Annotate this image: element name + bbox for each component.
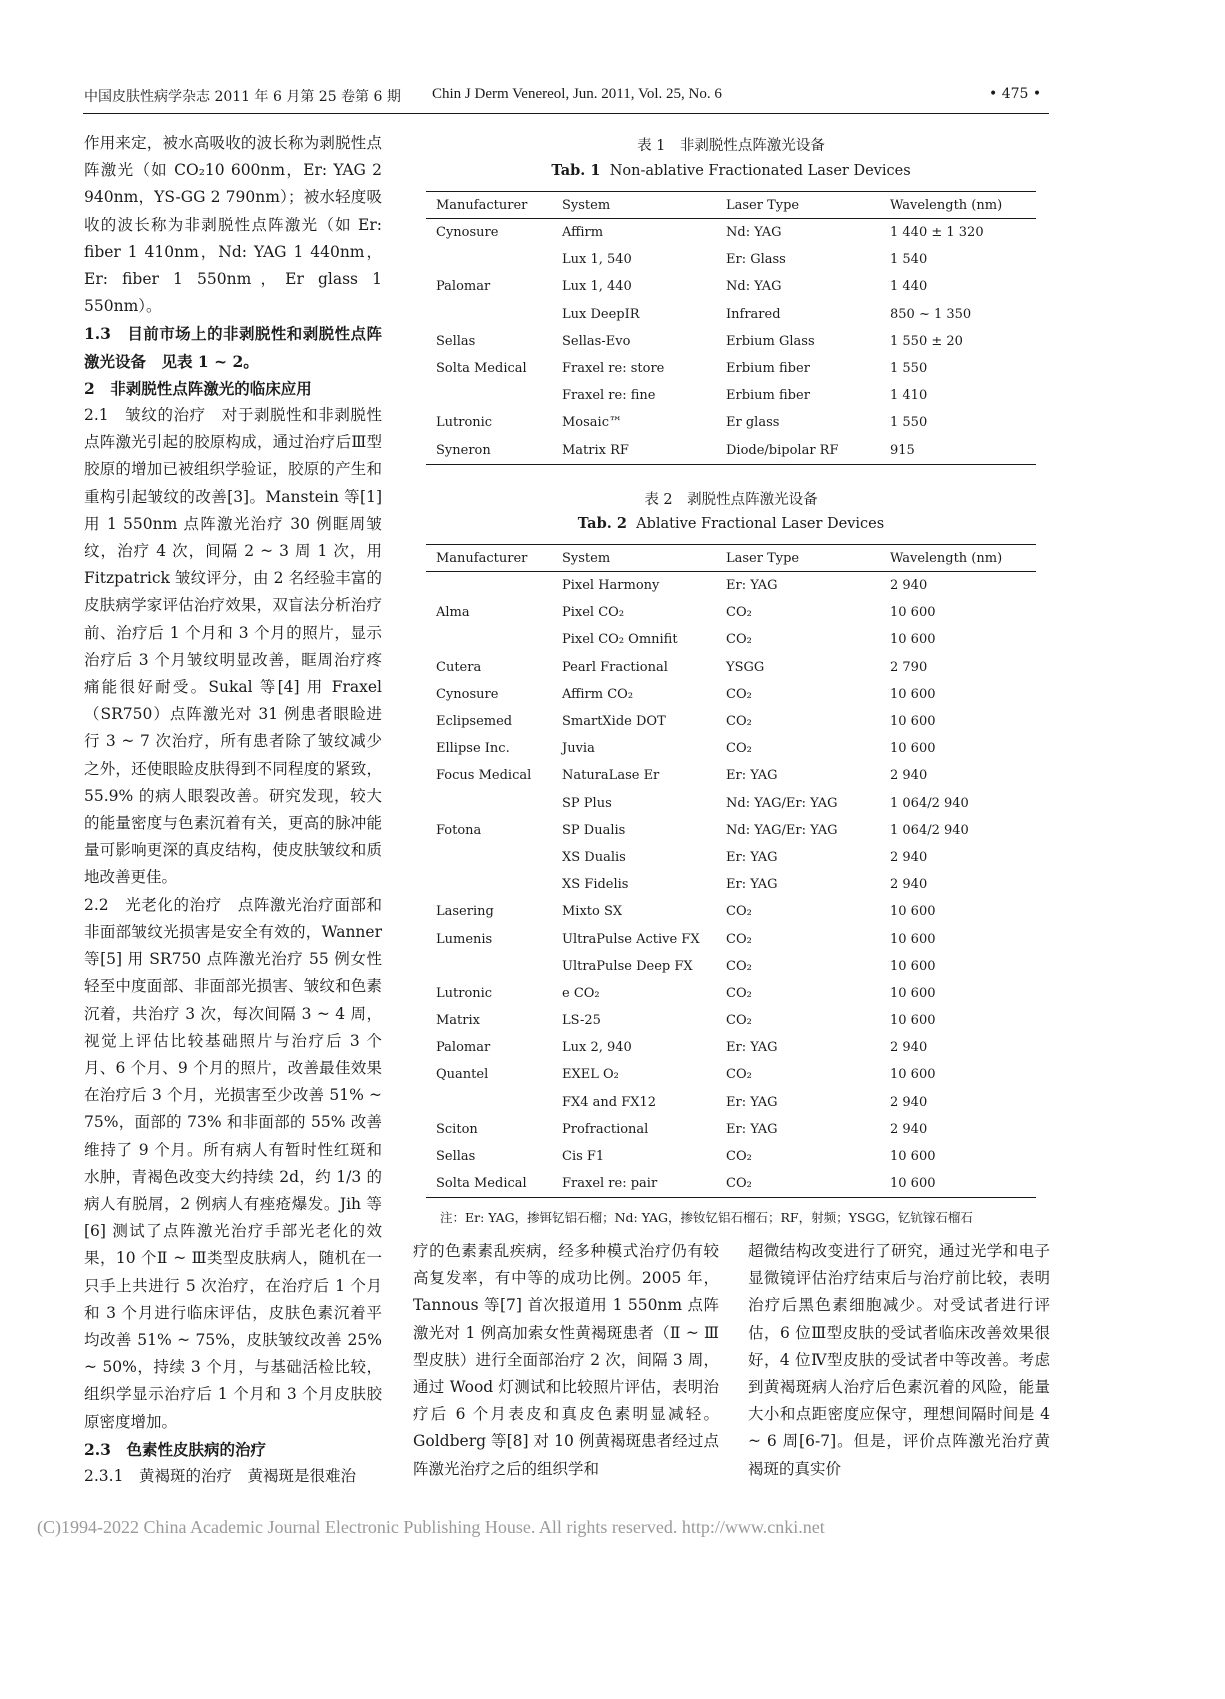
cell-system: Pixel Harmony — [562, 578, 660, 594]
cell-manufacturer — [426, 871, 562, 898]
table2-col-system: System — [562, 545, 726, 572]
cell-laser-type: Er: YAG — [726, 1121, 778, 1137]
cell-system: e CO₂ — [562, 985, 600, 1001]
cell-wavelength: 1 540 — [890, 252, 928, 268]
cell-wavelength: 1 064/2 940 — [890, 822, 969, 838]
section-2-3-1: 2.3.1 黄褐斑的治疗 黄褐斑是很难治 — [84, 1466, 356, 1485]
cell-laser-type: Er: YAG — [726, 578, 778, 594]
cell-system: Lux DeepIR — [562, 306, 640, 322]
cell-laser-type: CO₂ — [726, 985, 752, 1001]
table-row — [426, 654, 1036, 681]
cell-manufacturer: Ellipse Inc. — [436, 741, 510, 757]
cell-manufacturer: Matrix — [436, 1013, 480, 1029]
cell-system: Fraxel re: fine — [562, 388, 656, 404]
cell-laser-type: Erbium fiber — [726, 361, 810, 377]
cell-laser-type: Er: YAG — [726, 768, 778, 784]
cell-manufacturer: Palomar — [436, 1040, 491, 1056]
cell-wavelength: 915 — [890, 437, 1036, 465]
table-row — [426, 273, 1036, 300]
cell-wavelength: 1 410 — [890, 388, 928, 404]
cell-laser-type: CO₂ — [726, 605, 752, 621]
table1-body — [426, 219, 1036, 465]
cell-manufacturer: Sciton — [436, 1121, 478, 1137]
cell-wavelength: 10 600 — [890, 686, 936, 702]
cell-manufacturer: Lumenis — [436, 931, 493, 947]
table-row — [426, 599, 1036, 626]
cell-manufacturer: Cynosure — [436, 686, 499, 702]
table2-label: Tab. 2 — [577, 515, 627, 532]
table1 — [426, 191, 1036, 465]
table1-label: Tab. 1 — [551, 162, 601, 179]
table2-body — [426, 572, 1036, 1198]
cell-manufacturer: Fotona — [436, 822, 482, 838]
cell-system: Fraxel re: store — [562, 361, 665, 377]
cell-system: EXEL O₂ — [562, 1067, 619, 1083]
cell-laser-type: Er glass — [726, 415, 780, 431]
cell-manufacturer — [426, 301, 562, 328]
table2-title-en — [426, 515, 1036, 532]
cell-wavelength: 10 600 — [890, 632, 936, 648]
cell-system: Pixel CO₂ Omnifit — [562, 632, 678, 648]
cell-system: Lux 2, 940 — [562, 1040, 632, 1056]
cell-wavelength: 1 440 — [890, 279, 928, 295]
cell-manufacturer: Sellas — [436, 1149, 476, 1165]
cell-wavelength: 850 ~ 1 350 — [890, 306, 972, 322]
table-row — [426, 708, 1036, 735]
table-row — [426, 246, 1036, 273]
table2-col-manufacturer: Manufacturer — [426, 545, 562, 572]
cell-system: Matrix RF — [562, 437, 726, 465]
cell-manufacturer: Sellas — [436, 333, 476, 349]
table-row — [426, 219, 1036, 247]
cell-wavelength: 2 940 — [890, 578, 928, 594]
cell-manufacturer: Lasering — [436, 904, 494, 920]
table2-col-wavelength: Wavelength (nm) — [890, 545, 1036, 572]
cell-system: Pixel CO₂ — [562, 605, 625, 621]
cell-wavelength: 10 600 — [890, 1170, 1036, 1198]
section-2-1: 2.1 皱纹的治疗 对于剥脱性和非剥脱性点阵激光引起的胶原构成，通过治疗后Ⅲ型胶原的增加已被组织学验证，胶原的产生和重构引起皱纹的改善[3]。Manstein 等[1] 用 1 550nm 点阵激光治疗 30 例眶周皱纹，治疗 4 次，间隔 2 ~ 3 周 1 次，用 Fitzpatrick 皱纹评分，由 2 名经验丰富的皮肤病学家评估治疗效果，双盲法分析治疗前、治疗后 1 个月和 3 个月的照片，显示治疗后 3 个月皱纹明显改善，眶周治疗疼痛能很好耐受。Sukal 等[4] 用 Fraxel（SR750）点阵激光对 31 例患者眼睑进行 3 ~ 7 次治疗，所有患者除了皱纹减少之外，还使眼睑皮肤得到不同程度的紧致，55.9% 的病人眼裂改善。研究发现，较大的能量密度与色素沉着有关，更高的脉冲能量可影响更深的真皮结构，使皮肤皱纹和质地改善更佳。 — [84, 406, 382, 887]
cell-wavelength: 1 550 ± 20 — [890, 333, 963, 349]
copyright-footer: (C)1994-2022 China Academic Journal Electronic Publishing House. All rights reserved. http://www.cnki.net — [37, 1517, 825, 1537]
cell-wavelength: 1 440 ± 1 320 — [890, 225, 984, 241]
cell-laser-type: Infrared — [726, 306, 781, 322]
cell-wavelength: 10 600 — [890, 1013, 936, 1029]
cell-laser-type: Er: YAG — [726, 1040, 778, 1056]
table-row — [426, 301, 1036, 328]
cell-wavelength: 2 940 — [890, 1094, 928, 1110]
cell-laser-type: Er: YAG — [726, 849, 778, 865]
page-number: • 475 • — [989, 86, 1042, 102]
cell-laser-type: CO₂ — [726, 714, 752, 730]
cell-manufacturer: Cynosure — [436, 225, 499, 241]
cell-laser-type: CO₂ — [726, 686, 752, 702]
cell-wavelength: 1 550 — [890, 415, 928, 431]
cell-manufacturer — [426, 572, 562, 600]
table2-title-text: Ablative Fractional Laser Devices — [636, 516, 885, 532]
cell-wavelength: 2 940 — [890, 768, 928, 784]
cell-manufacturer — [426, 382, 562, 409]
cell-wavelength: 2 940 — [890, 1040, 928, 1056]
cell-system: SP Plus — [562, 795, 612, 811]
cell-system: Lux 1, 440 — [562, 279, 632, 295]
cell-laser-type: CO₂ — [726, 904, 752, 920]
cell-wavelength: 10 600 — [890, 904, 936, 920]
middle-column — [413, 1238, 719, 1483]
table-row — [426, 898, 1036, 925]
cell-laser-type: Nd: YAG/Er: YAG — [726, 822, 838, 838]
cell-wavelength: 2 940 — [890, 877, 928, 893]
cell-system: Sellas-Evo — [562, 333, 631, 349]
cell-system: Profractional — [562, 1121, 649, 1137]
cell-wavelength: 1 550 — [890, 361, 928, 377]
table-row — [426, 817, 1036, 844]
table-row — [426, 1089, 1036, 1116]
table1-header-row — [426, 192, 1036, 219]
table1-title-text: Non-ablative Fractionated Laser Devices — [609, 163, 911, 179]
cell-wavelength: 10 600 — [890, 958, 936, 974]
cell-wavelength: 2 940 — [890, 849, 928, 865]
cell-laser-type: CO₂ — [726, 931, 752, 947]
cell-laser-type: CO₂ — [726, 1013, 752, 1029]
cell-laser-type: Er: YAG — [726, 877, 778, 893]
table-row — [426, 844, 1036, 871]
table-row — [426, 1007, 1036, 1034]
cell-manufacturer: Focus Medical — [436, 768, 532, 784]
paragraph-intro: 作用来定，被水高吸收的波长称为剥脱性点阵激光（如 CO₂10 600nm，Er: YAG 2 940nm，YS-GG 2 790nm）；被水轻度吸收的波长称为非剥脱性点阵激光（如 Er: fiber 1 410nm，Nd: YAG 1 440nm，Er: fiber 1 550nm，Er glass 1 550nm）。 — [84, 134, 382, 316]
table-row — [426, 1034, 1036, 1061]
cell-laser-type: Er: YAG — [726, 1094, 778, 1110]
table1-title-cn: 表 1 非剥脱性点阵激光设备 — [637, 138, 825, 154]
table2 — [426, 544, 1036, 1198]
cell-wavelength: 10 600 — [890, 931, 936, 947]
cell-system: Juvia — [562, 741, 595, 757]
section-2-3-heading: 2.3 色素性皮肤病的治疗 — [84, 1439, 266, 1459]
table-row — [426, 437, 1036, 465]
cell-manufacturer: Solta Medical — [436, 361, 527, 377]
cell-laser-type: CO₂ — [726, 1067, 752, 1083]
cell-laser-type: Er: Glass — [726, 252, 786, 268]
table1-title-en — [426, 162, 1036, 179]
cell-system: UltraPulse Deep FX — [562, 958, 693, 974]
cell-wavelength: 10 600 — [890, 1149, 936, 1165]
cell-system: UltraPulse Active FX — [562, 931, 700, 947]
table-row — [426, 735, 1036, 762]
cell-manufacturer: Syneron — [426, 437, 562, 465]
cell-manufacturer — [426, 246, 562, 273]
cell-system: Mosaic™ — [562, 415, 622, 431]
cell-system: Mixto SX — [562, 904, 623, 920]
right-column — [748, 1238, 1050, 1483]
section-2-heading: 2 非剥脱性点阵激光的临床应用 — [84, 378, 312, 398]
cell-system: Cis F1 — [562, 1149, 605, 1165]
section-2-2: 2.2 光老化的治疗 点阵激光治疗面部和非面部皱纹光损害是安全有效的，Wanner 等[5] 用 SR750 点阵激光治疗 55 例女性轻至中度面部、非面部光损害、皱纹和色素沉着，共治疗 3 次，每次间隔 3 ~ 4 周，视觉上评估比较基础照片与治疗后 3 个月、6 个月、9 个月的照片，改善最佳效果在治疗后 3 个月，光损害至少改善 51% ~ 75%，面部的 73% 和非面部的 55% 改善维持了 9 个月。所有病人有暂时性红斑和水肿，青褐色改变大约持续 2d，约 1/3 的病人有脱屑，2 例病人有痤疮爆发。Jih 等[6] 测试了点阵激光治疗手部光老化的效果，10 个Ⅱ ~ Ⅲ类型皮肤病人，随机在一只手上共进行 5 次治疗，在治疗后 1 个月和 3 个月进行临床评估，皮肤色素沉着平均改善 51% ~ 75%，皮肤皱纹改善 25% ~ 50%，持续 3 个月，与基础活检比较，组织学显示治疗后 1 个月和 3 个月皮肤胶原密度增加。 — [84, 895, 382, 1431]
cell-system: Affirm — [562, 225, 604, 241]
cell-system: Lux 1, 540 — [562, 252, 632, 268]
table-row — [426, 1061, 1036, 1088]
right-column-text: 超微结构改变进行了研究，通过光学和电子显微镜评估治疗结束后与治疗前比较，表明治疗后黑色素细胞减少。对受试者进行评估，6 位Ⅲ型皮肤的受试者临床改善效果很好，4 位Ⅳ型皮肤的受试者中等改善。考虑到黄褐斑病人治疗后色素沉着的风险，能量大小和点距密度应保守，理想间隔时间是 4 ~ 6 周[6-7]。但是，评价点阵激光治疗黄褐斑的真实价 — [748, 1242, 1050, 1478]
running-header-journal-cn: 中国皮肤性病学杂志 2011 年 6 月第 25 卷第 6 期 — [84, 89, 401, 105]
table2-title-cn: 表 2 剥脱性点阵激光设备 — [644, 492, 818, 508]
cell-system: Fraxel re: pair — [562, 1170, 726, 1198]
cell-wavelength: 10 600 — [890, 985, 936, 1001]
table-row — [426, 953, 1036, 980]
cell-manufacturer: Solta Medical — [426, 1170, 562, 1198]
cell-laser-type: CO₂ — [726, 1170, 890, 1198]
table2-header-row — [426, 545, 1036, 572]
cell-manufacturer — [426, 953, 562, 980]
table1-col-system: System — [562, 192, 726, 219]
cell-wavelength: 2 940 — [890, 1121, 928, 1137]
cell-laser-type: CO₂ — [726, 632, 752, 648]
cell-laser-type: Nd: YAG — [726, 279, 782, 295]
cell-manufacturer: Lutronic — [436, 985, 493, 1001]
table-row — [426, 1116, 1036, 1143]
table-row — [426, 572, 1036, 600]
table-row — [426, 1170, 1036, 1198]
table-row — [426, 1143, 1036, 1170]
cell-laser-type: YSGG — [726, 659, 765, 675]
cell-system: SmartXide DOT — [562, 714, 666, 730]
table2-note: 注：Er: YAG，掺铒钇铝石榴；Nd: YAG，掺钕钇铝石榴石；RF，射频；YSGG，钇钪镓石榴石 — [440, 1210, 973, 1225]
cell-manufacturer: Eclipsemed — [436, 714, 513, 730]
cell-laser-type: Erbium Glass — [726, 333, 815, 349]
table2-col-laser-type: Laser Type — [726, 545, 890, 572]
cell-wavelength: 10 600 — [890, 714, 936, 730]
running-header-journal-en: Chin J Derm Venereol, Jun. 2011, Vol. 25, No. 6 — [432, 86, 722, 102]
table1-col-wavelength: Wavelength (nm) — [890, 192, 1036, 219]
table-row — [426, 925, 1036, 952]
cell-wavelength: 10 600 — [890, 1067, 936, 1083]
left-column — [84, 130, 382, 1490]
cell-system: LS-25 — [562, 1013, 601, 1029]
cell-system: Affirm CO₂ — [562, 686, 634, 702]
cell-laser-type: Nd: YAG/Er: YAG — [726, 795, 838, 811]
cell-manufacturer — [426, 1089, 562, 1116]
cell-wavelength: 1 064/2 940 — [890, 795, 969, 811]
cell-wavelength: 10 600 — [890, 605, 936, 621]
cell-system: SP Dualis — [562, 822, 626, 838]
cell-laser-type: Erbium fiber — [726, 388, 810, 404]
table1-col-manufacturer: Manufacturer — [426, 192, 562, 219]
table-row — [426, 382, 1036, 409]
cell-system: Pearl Fractional — [562, 659, 668, 675]
cell-system: FX4 and FX12 — [562, 1094, 657, 1110]
middle-column-text: 疗的色素素乱疾病，经多种模式治疗仍有较高复发率，有中等的成功比例。2005 年，Tannous 等[7] 首次报道用 1 550nm 点阵激光对 1 例高加索女性黄褐斑患者（Ⅱ ~ Ⅲ型皮肤）进行全面部治疗 2 次，间隔 3 周，通过 Wood 灯测试和比较照片评估，表明治疗后 6 个月表皮和真皮色素明显减轻。Goldberg 等[8] 对 10 例黄褐斑患者经过点阵激光治疗之后的组织学和 — [413, 1242, 719, 1478]
table1-col-laser-type: Laser Type — [726, 192, 890, 219]
cell-manufacturer: Cutera — [436, 659, 482, 675]
cell-laser-type: CO₂ — [726, 958, 752, 974]
table-row — [426, 328, 1036, 355]
table-row — [426, 355, 1036, 382]
cell-wavelength: 10 600 — [890, 741, 936, 757]
table-row — [426, 409, 1036, 436]
section-1-3: 1.3 目前市场上的非剥脱性和剥脱性点阵激光设备 见表 1 ~ 2。 — [84, 324, 382, 371]
table-row — [426, 626, 1036, 653]
cell-manufacturer: Alma — [436, 605, 470, 621]
header-rule — [83, 113, 1049, 114]
cell-manufacturer — [426, 790, 562, 817]
cell-manufacturer — [426, 844, 562, 871]
cell-manufacturer: Lutronic — [436, 415, 493, 431]
cell-laser-type: CO₂ — [726, 741, 752, 757]
table-row — [426, 681, 1036, 708]
table-row — [426, 790, 1036, 817]
cell-manufacturer: Palomar — [436, 279, 491, 295]
cell-wavelength: 2 790 — [890, 659, 928, 675]
cell-laser-type: CO₂ — [726, 1149, 752, 1165]
table-row — [426, 871, 1036, 898]
cell-system: XS Dualis — [562, 849, 626, 865]
cell-system: XS Fidelis — [562, 877, 629, 893]
cell-laser-type: Diode/bipolar RF — [726, 437, 890, 465]
table-row — [426, 762, 1036, 789]
cell-manufacturer: Quantel — [436, 1067, 489, 1083]
cell-laser-type: Nd: YAG — [726, 225, 782, 241]
cell-manufacturer — [426, 626, 562, 653]
cell-system: NaturaLase Er — [562, 768, 660, 784]
table-row — [426, 980, 1036, 1007]
